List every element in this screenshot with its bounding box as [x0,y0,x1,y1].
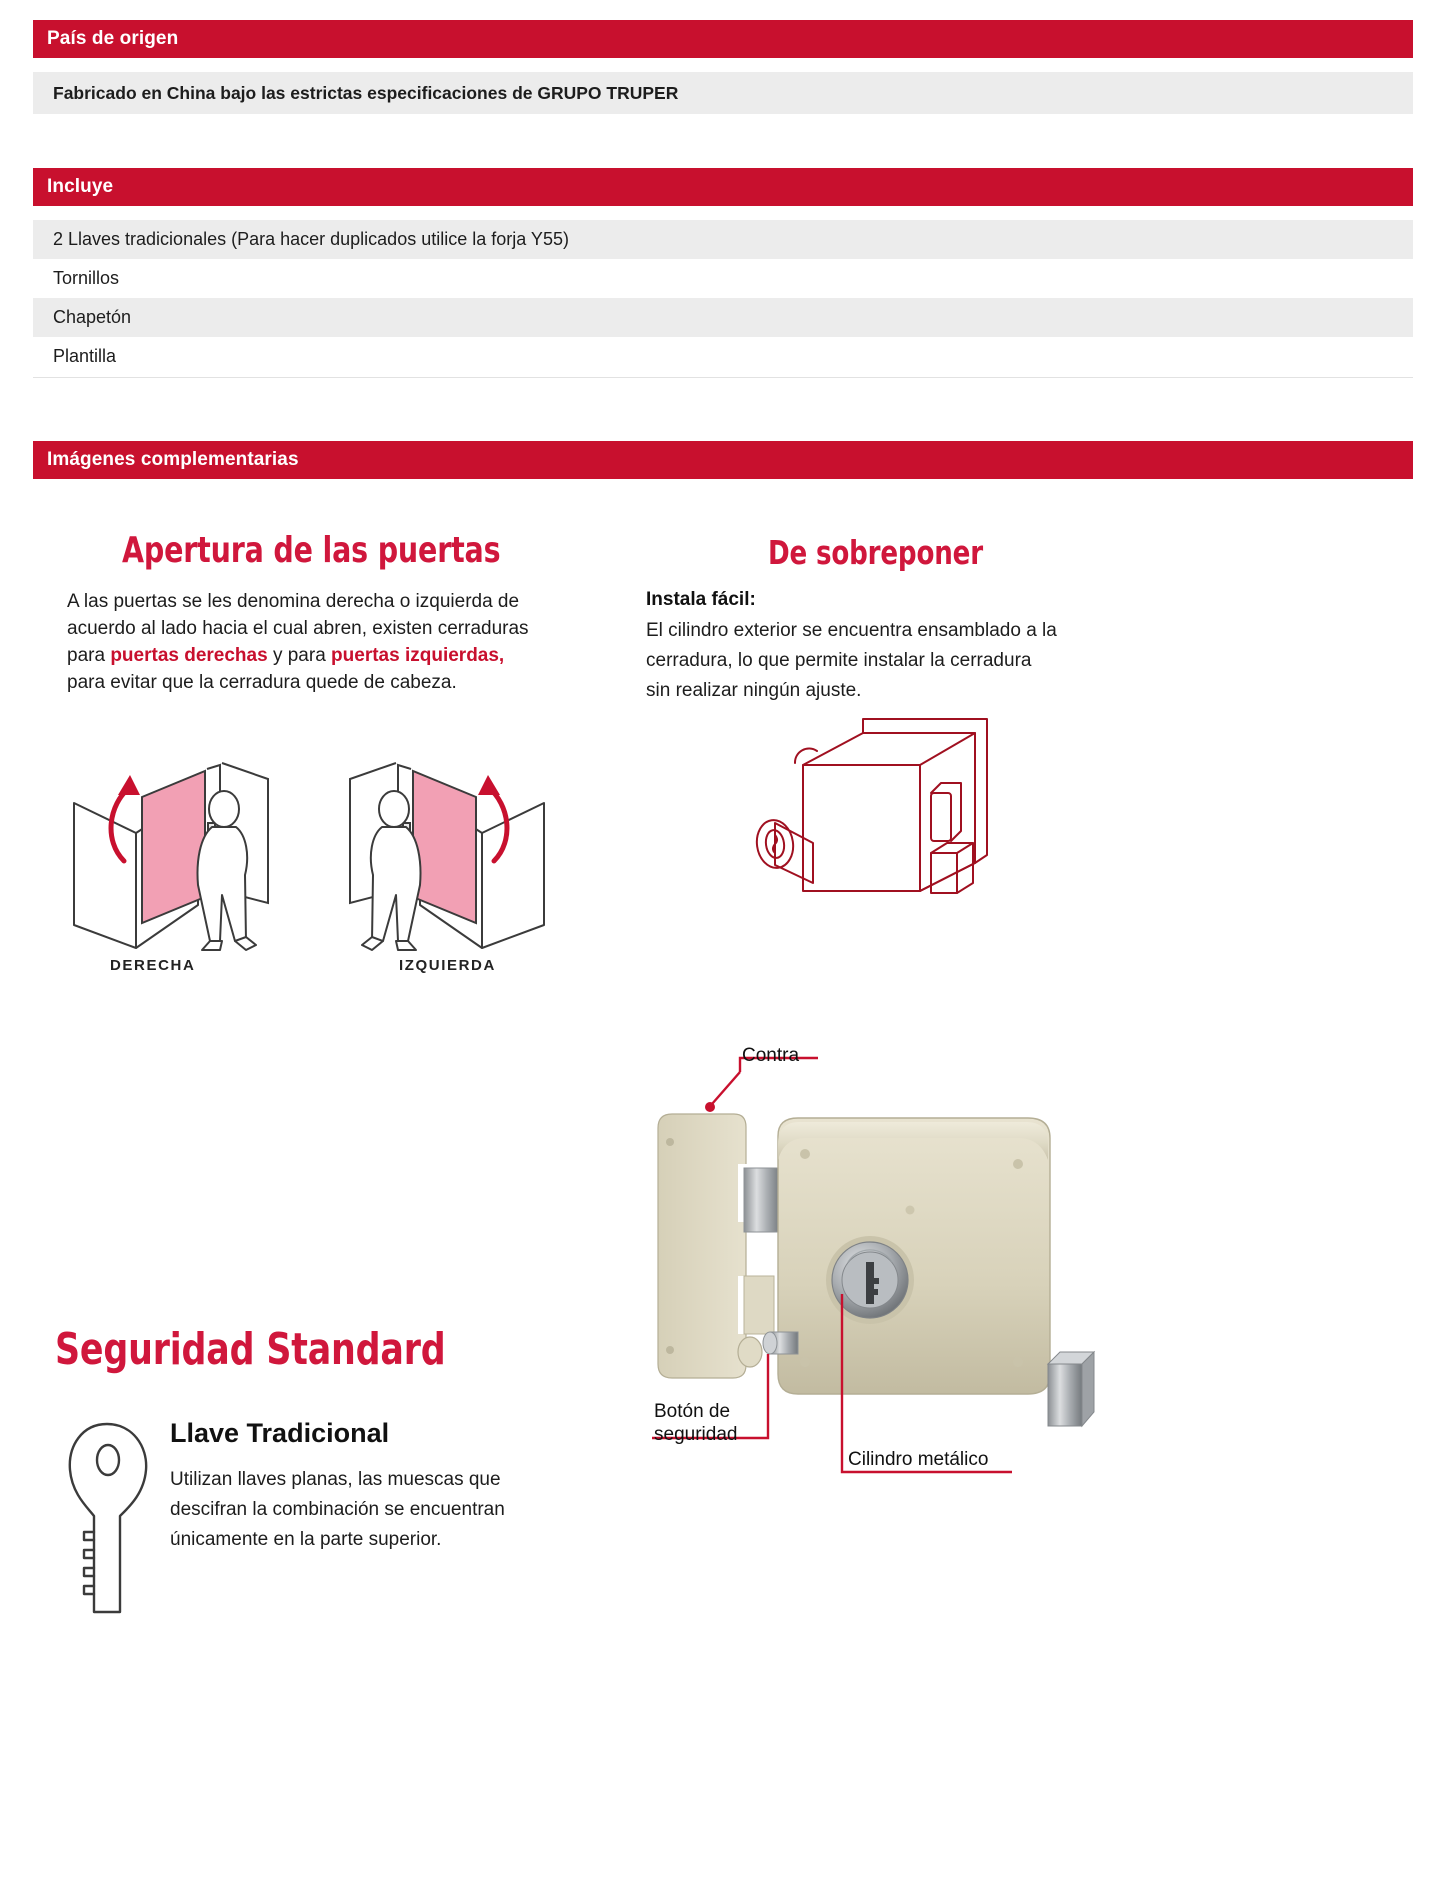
door-label-left: IZQUIERDA [399,957,496,974]
surface-paragraph-line-1: El cilindro exterior se encuentra ensamblado a la [646,620,1057,641]
doors-paragraph-line-4: para evitar que la cerradura quede de cabeza. [67,672,457,693]
doors-paragraph-highlight-left: puertas izquierdas, [331,645,505,666]
banner-complementary-images-label: Imágenes complementarias [47,449,299,470]
banner-country-of-origin [33,20,1413,58]
callout-label-security-button-line-2: seguridad [654,1424,738,1445]
surface-paragraph [646,616,1116,706]
door-illustration-left [318,745,558,955]
list-bottom-divider [33,377,1413,378]
security-title: Seguridad Standard [55,1324,446,1375]
doors-paragraph-line-2: acuerdo al lado hacia el cual abren, existen cerraduras [67,618,529,639]
surface-paragraph-line-3: sin realizar ningún ajuste. [646,680,862,701]
surface-subtitle-wrap [646,586,1116,613]
key-paragraph-line-2: descifran la combinación se encuentran [170,1499,505,1520]
list-item [33,220,1413,259]
lock-bolt-right [1048,1352,1094,1426]
include-item-0: 2 Llaves tradicionales (Para hacer duplicados utilice la forja Y55) [53,229,569,249]
doors-title: Apertura de las puertas [122,530,501,571]
include-item-1: Tornillos [53,268,120,288]
banner-includes [33,168,1413,206]
key-title: Llave Tradicional [170,1418,390,1448]
lock-bolt-left [744,1168,780,1334]
include-item-2: Chapetón [53,307,132,327]
doors-paragraph-line-1: A las puertas se les denomina derecha o izquierda de [67,591,520,612]
callout-label-metal-cylinder: Cilindro metálico [848,1449,989,1470]
callout-label-security-button [654,1400,737,1446]
traditional-key-icon [62,1420,152,1620]
strike-plate [658,1114,754,1378]
key-paragraph-line-1: Utilizan llaves planas, las muescas que [170,1469,501,1490]
list-item [33,259,1413,298]
banner-complementary-images [33,441,1413,479]
surface-subtitle: Instala fácil: [646,589,756,610]
list-item [33,298,1413,337]
doors-paragraph [67,588,537,696]
key-paragraph [170,1465,550,1555]
callout-label-security-button-line-1: Botón de [654,1401,731,1422]
door-label-right: DERECHA [110,957,196,974]
doors-paragraph-line-3-pre: para [67,645,111,666]
origin-text: Fabricado en China bajo las estrictas especificaciones de GRUPO TRUPER [53,82,679,103]
banner-includes-label: Incluye [47,176,114,197]
surface-title: De sobreponer [768,533,983,572]
key-paragraph-line-3: únicamente en la parte superior. [170,1529,442,1550]
lock-wireframe-diagram [735,715,1025,980]
include-item-3: Plantilla [53,346,117,366]
door-illustration-right [60,745,300,955]
doors-paragraph-highlight-right: puertas derechas [110,645,268,666]
doors-paragraph-line-3-mid: y para [267,645,332,666]
row-origin-text [33,72,1413,114]
banner-country-of-origin-label: País de origen [47,28,179,49]
list-item [33,337,1413,376]
callout-label-contra: Contra [742,1045,800,1066]
key-title-wrap [170,1420,550,1447]
surface-paragraph-line-2: cerradura, lo que permite instalar la cerradura [646,650,1032,671]
